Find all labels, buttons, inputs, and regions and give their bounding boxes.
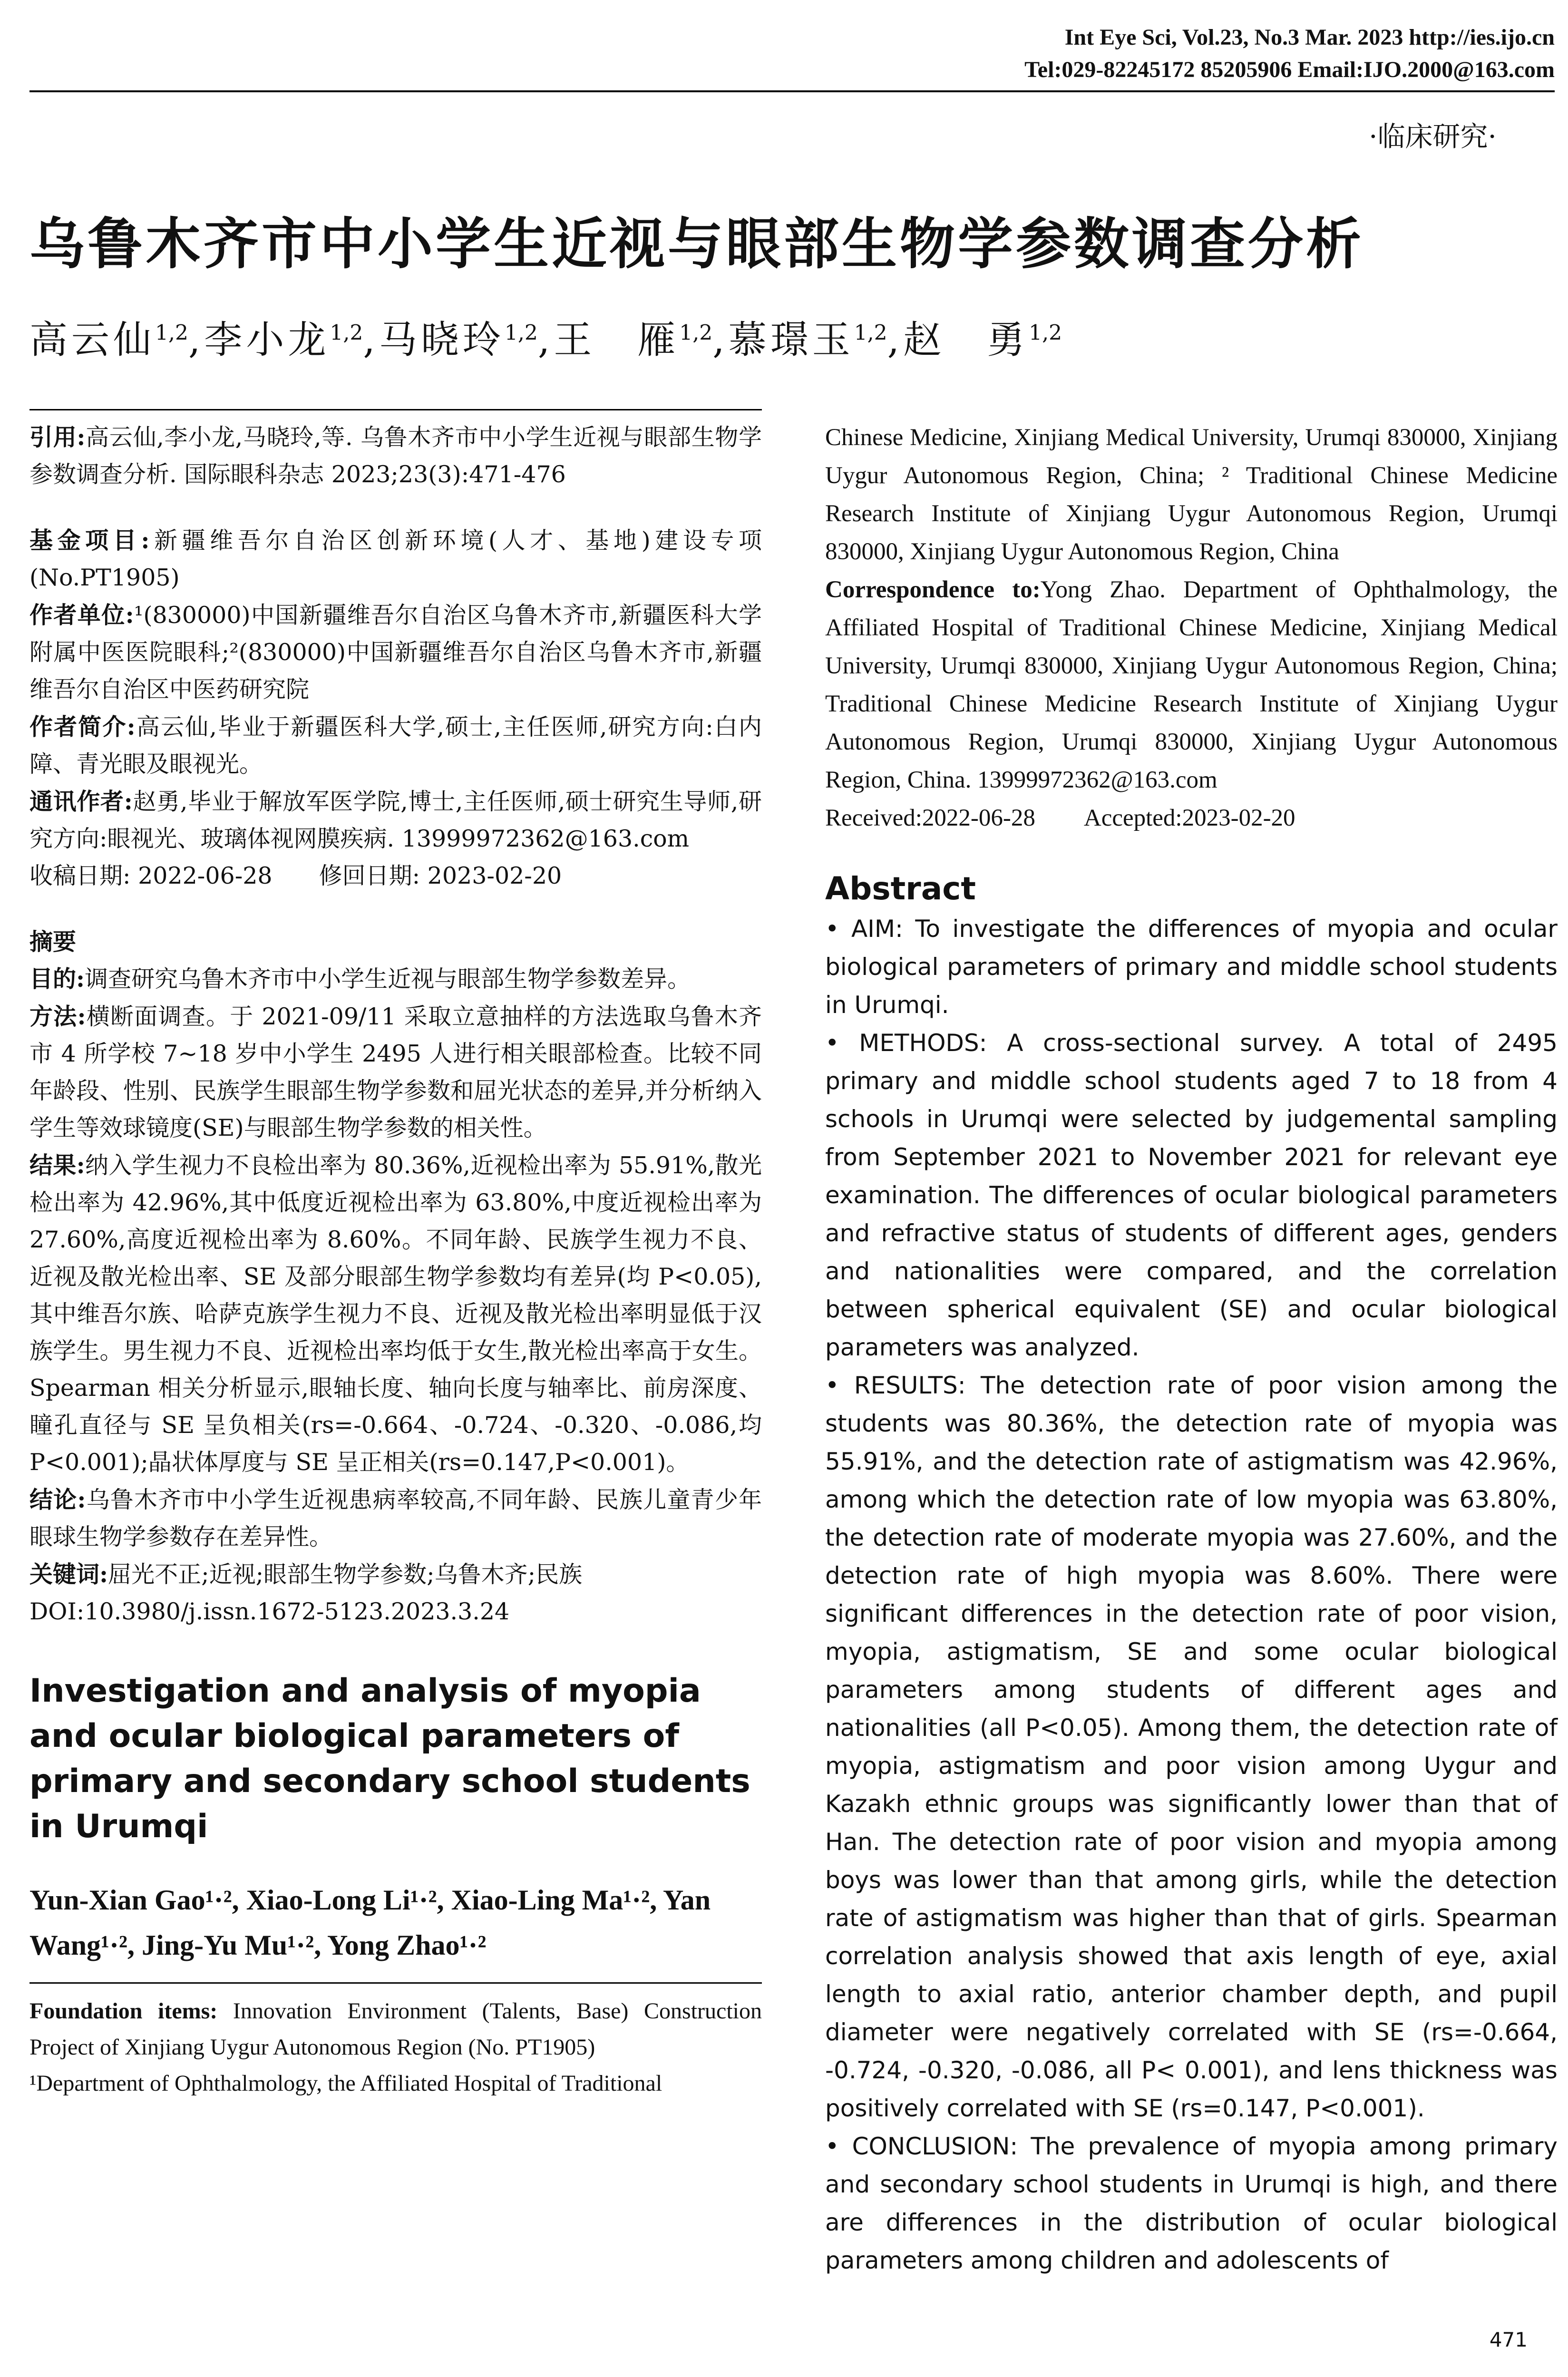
keywords-text: 屈光不正;近视;眼部生物学参数;乌鲁木齐;民族	[108, 1561, 583, 1588]
methods-text: 横断面调查。于 2021-09/11 采取立意抽样的方法选取乌鲁木齐市 4 所学校 7~18 岁中小学生 2495 人进行相关眼部检查。比较不同年龄段、性别、民族学生眼部生物学参数和屈光状态的差异,并分析纳入学生等效球镜度(SE)与眼部生物学参数的相关性。	[29, 1003, 762, 1141]
corr-label: 通讯作者:	[29, 788, 133, 815]
abstract-results: • RESULTS: The detection rate of poor vision among the students was 80.36%, the detection rate of myopia was 55.91%, and the detection rate of astigmatism was 42.96%, among which the detection rate of low myopia was 63.80%, the detection rate of moderate myopia was 27.60%, and the detection rate of high myopia was 8.60%. There were significant differences in the detection rate of poor vision, myopia, astigmatism, SE and some ocular biological parameters among students of different ages and nationalities (all P<0.05). Among them, the detection rate of myopia, astigmatism and poor vision among Uygur and Kazakh ethnic groups was significantly lower than that of Han. The detection rate of poor vision and myopia among boys was lower than that among girls, while the detection rate of astigmatism was higher than that of girls. Spearman correlation analysis showed that axis length of eye, axial length to axial ratio, anterior chamber depth, and pupil diameter were negatively correlated with SE (rs=-0.664, -0.724, -0.320, -0.086, all P< 0.001), and lens thickness was positively correlated with SE (rs=0.147, P<0.001).	[825, 1372, 1558, 2122]
abstract-label-cn: 摘要	[29, 928, 77, 955]
methods-cn	[29, 998, 762, 1147]
aim-label: 目的:	[29, 965, 85, 993]
conclusion-cn	[29, 1481, 762, 1556]
funding-text: 新疆维吾尔自治区创新环境(人才、基地)建设专项(No.PT1905)	[29, 527, 762, 591]
received-accepted: Received:2022-06-28 Accepted:2023-02-20	[825, 805, 1295, 831]
journal-header	[1024, 21, 1555, 86]
author-bio	[29, 708, 762, 783]
left-column-rule	[29, 409, 762, 410]
results-text: 纳入学生视力不良检出率为 80.36%,近视检出率为 55.91%,散光检出率为 42.96%,其中低度近视检出率为 63.80%,中度近视检出率为 27.60%,高度近视检出率为 8.60%。不同年龄、民族学生视力不良、近视及散光检出率、SE 及部分眼部生物学参数均有差异(均 P<0.05),其中维吾尔族、哈萨克族学生视力不良、近视及散光检出率明显低于汉族学生。男生视力不良、近视检出率均低于女生,散光检出率高于女生。Spearman 相关分析显示,眼轴长度、轴向长度与轴率比、前房深度、瞳孔直径与 SE 呈负相关(rs=-0.664、-0.724、-0.320、-0.086,均 P<0.001);晶状体厚度与 SE 呈正相关(rs=0.147,P<0.001)。	[29, 1152, 762, 1476]
citation-text: 高云仙,李小龙,马晓玲,等. 乌鲁木齐市中小学生近视与眼部生物学参数调查分析. 国际眼科杂志 2023;23(3):471-476	[29, 424, 762, 488]
funding-label: 基金项目:	[29, 526, 150, 554]
author-name: 马晓玲	[379, 318, 505, 362]
author-affil: 1,2	[155, 321, 188, 345]
page-number: 471	[1489, 2328, 1528, 2351]
funding	[29, 522, 762, 596]
bio-text: 高云仙,毕业于新疆医科大学,硕士,主任医师,研究方向:白内障、青光眼及眼视光。	[29, 713, 762, 778]
journal-header-line2: Tel:029-82245172 85205906 Email:IJO.2000@163.com	[1024, 57, 1555, 82]
affiliation-start: ¹Department of Ophthalmology, the Affiliated Hospital of Traditional	[29, 2071, 662, 2096]
methods-label: 方法:	[29, 1003, 86, 1030]
author-affil: 1,2	[679, 321, 713, 345]
foundation-label: Foundation items:	[29, 1998, 218, 2024]
foundation-text: Innovation Environment (Talents, Base) Construction Project of Xinjiang Uygur Autonomous Region (No. PT1905)	[29, 1998, 762, 2060]
header-rule	[29, 90, 1555, 92]
aim-cn	[29, 960, 762, 998]
conclusion-text: 乌鲁木齐市中小学生近视患病率较高,不同年龄、民族儿童青少年眼球生物学参数存在差异性。	[29, 1486, 762, 1550]
correspondence-text: Yong Zhao. Department of Ophthalmology, the Affiliated Hospital of Traditional Chinese Medicine, Xinjiang Medical University, Urumqi 830000, Xinjiang Uygur Autonomous Region, China; Traditional Chinese Medicine Research Institute of Xinjiang Uygur Autonomous Region, Urumqi 830000, Xinjiang Uygur Autonomous Region, China. 13999972362@163.com	[825, 576, 1558, 793]
keywords-cn	[29, 1556, 762, 1593]
author-name: 慕璟玉	[728, 318, 854, 362]
author-affil: 1,2	[1029, 321, 1062, 345]
citation	[29, 419, 762, 493]
left-column	[29, 419, 762, 2102]
affiliation-continued: Chinese Medicine, Xinjiang Medical University, Urumqi 830000, Xinjiang Uygur Autonomous Region, China; ² Traditional Chinese Medicine Research Institute of Xinjiang Uygur Autonomous Region, Urumqi 830000, Xinjiang Uygur Autonomous Region, China	[825, 424, 1558, 565]
authors-cn: 高云仙$^{1,2}$,李小龙$^{1,2}$,马晓玲$^{1,2}$,王 雁$^{1,2}$,慕璟玉$^{1,2}$,赵 勇$^{1,2}$	[29, 318, 1062, 362]
english-authors: Yun-Xian Gao¹·², Xiao-Long Li¹·², Xiao-Ling Ma¹·², Yan Wang¹·², Jing-Yu Mu¹·², Yong Zhao¹·²	[29, 1884, 711, 1961]
abstract-aim: • AIM: To investigate the differences of myopia and ocular biological parameters of primary and middle school students in Urumqi.	[825, 915, 1558, 1019]
citation-label: 引用:	[29, 423, 86, 451]
corr-text: 赵勇,毕业于解放军医学院,博士,主任医师,硕士研究生导师,研究方向:眼视光、玻璃体视网膜疾病. 13999972362@163.com	[29, 788, 762, 852]
right-column	[825, 419, 1558, 2280]
foundation-items	[29, 1993, 762, 2065]
doi: DOI:10.3980/j.issn.1672-5123.2023.3.24	[29, 1598, 510, 1625]
correspondence-label: Correspondence to:	[825, 576, 1041, 603]
journal-header-line1: Int Eye Sci, Vol.23, No.3 Mar. 2023 http://ies.ijo.cn	[1064, 25, 1555, 50]
received-dates: 收稿日期: 2022-06-28 修回日期: 2023-02-20	[29, 862, 562, 889]
abstract-heading: Abstract	[825, 870, 976, 907]
author-name: 高云仙	[29, 318, 155, 362]
correspondence	[825, 571, 1558, 799]
author-unit	[29, 596, 762, 708]
results-cn	[29, 1147, 762, 1481]
abstract-methods: • METHODS: A cross-sectional survey. A total of 2495 primary and middle school students aged 7 to 18 from 4 schools in Urumqi were selected by judgemental sampling from September 2021 to November 2021 for relevant eye examination. The differences of ocular biological parameters and refractive status of students of different ages, genders and nationalities were compared, and the correlation between spherical equivalent (SE) and ocular biological parameters was analyzed.	[825, 1029, 1558, 1361]
author-name: 王 雁	[554, 318, 680, 362]
results-label: 结果:	[29, 1151, 85, 1179]
author-affil: 1,2	[854, 321, 887, 345]
author-name: 赵 勇	[903, 318, 1029, 362]
conclusion-label: 结论:	[29, 1486, 86, 1513]
unit-label: 作者单位:	[29, 601, 134, 629]
corresponding-author	[29, 783, 762, 857]
footnote-rule	[29, 1982, 762, 1984]
section-tag: ·临床研究·	[1369, 120, 1497, 153]
keywords-label: 关键词:	[29, 1560, 108, 1588]
author-affil: 1,2	[330, 321, 363, 345]
abstract-conclusion: • CONCLUSION: The prevalence of myopia among primary and secondary school students in Urumqi is high, and there are differences in the distribution of ocular biological parameters among children and adolescents of	[825, 2133, 1558, 2274]
author-name: 李小龙	[204, 318, 330, 362]
english-title: Investigation and analysis of myopia and ocular biological parameters of primary and secondary school students in Urumqi	[29, 1672, 750, 1845]
paper-title: 乌鲁木齐市中小学生近视与眼部生物学参数调查分析	[29, 212, 1364, 276]
bio-label: 作者简介:	[29, 713, 136, 740]
author-affil: 1,2	[504, 321, 538, 345]
aim-text: 调查研究乌鲁木齐市中小学生近视与眼部生物学参数差异。	[85, 965, 691, 993]
unit-text: ¹(830000)中国新疆维吾尔自治区乌鲁木齐市,新疆医科大学附属中医医院眼科;²(830000)中国新疆维吾尔自治区乌鲁木齐市,新疆维吾尔自治区中医药研究院	[29, 602, 762, 703]
